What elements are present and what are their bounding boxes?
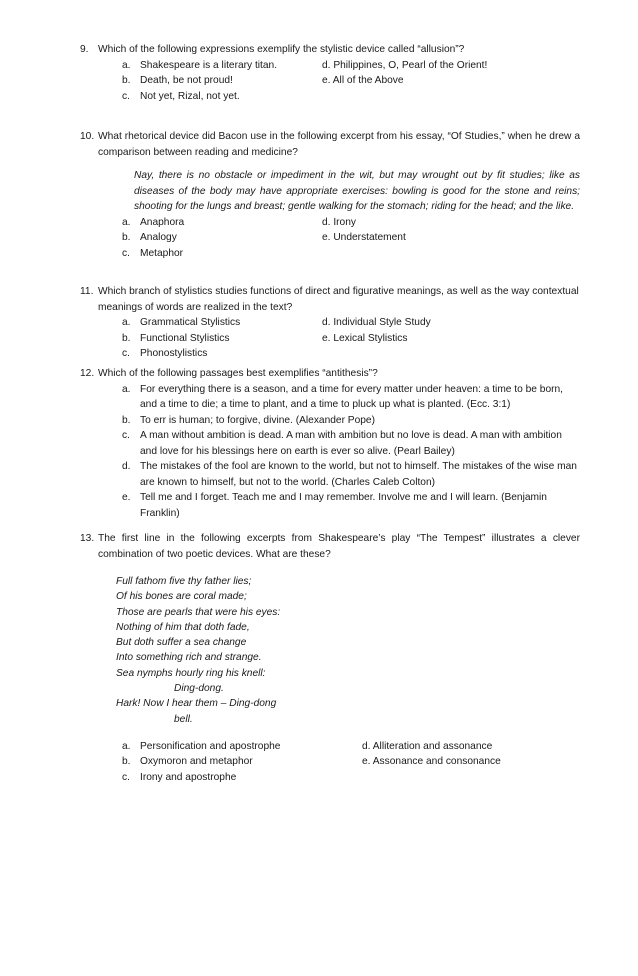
poem-line: Sea nymphs hourly ring his knell: bbox=[116, 667, 266, 679]
option-a: a. Anaphora bbox=[122, 216, 185, 228]
question-text: Which of the following expressions exemplify the stylistic device called “allusion”? bbox=[98, 44, 465, 55]
poem-line: Those are pearls that were his eyes: bbox=[116, 606, 281, 618]
question-number: 10. bbox=[80, 131, 95, 142]
question-text: Which of the following passages best exemplifies “antithesis”? bbox=[98, 368, 378, 379]
option-e: e. Understatement bbox=[322, 232, 406, 243]
option-e: e. Lexical Stylistics bbox=[322, 332, 408, 344]
option-d: d. Alliteration and assonance bbox=[362, 740, 493, 752]
option-d: d. Individual Style Study bbox=[322, 317, 431, 328]
option-b: b. Death, be not proud! bbox=[122, 75, 233, 86]
poem-line: Ding-dong. bbox=[174, 683, 224, 695]
options bbox=[122, 382, 580, 522]
option-a: a. For everything there is a season, and a time for every matter under heaven: a time to be born, and a time to die; a time to plant, and a time to pluck up what is planted. (Ecc. 3:1) bbox=[122, 383, 564, 410]
poem-line: Into something rich and strange. bbox=[116, 652, 262, 664]
question-11 bbox=[80, 284, 580, 362]
poem-line: bell. bbox=[174, 713, 193, 725]
options bbox=[122, 315, 580, 362]
option-a: a. Grammatical Stylistics bbox=[122, 317, 241, 328]
question-text: What rhetorical device did Bacon use in the following excerpt from his essay, “Of Studies,” when he drew a comparison between reading and medicine? bbox=[98, 131, 580, 158]
question-13 bbox=[80, 531, 580, 785]
question-number: 12. bbox=[80, 368, 95, 379]
option-b: b. Functional Stylistics bbox=[122, 332, 230, 344]
question-number: 11. bbox=[80, 286, 94, 297]
poem-line: Of his bones are coral made; bbox=[116, 591, 247, 603]
option-c: c. Irony and apostrophe bbox=[122, 771, 237, 783]
option-d: d. Irony bbox=[322, 216, 356, 228]
option-b: b. Analogy bbox=[122, 232, 177, 243]
option-c: c. Metaphor bbox=[122, 247, 184, 259]
question-12 bbox=[80, 366, 580, 521]
poem-line: But doth suffer a sea change bbox=[116, 637, 247, 649]
option-b: b. Oxymoron and metaphor bbox=[122, 756, 253, 768]
option-a: a. Shakespeare is a literary titan. bbox=[122, 59, 278, 71]
option-a: a. Personification and apostrophe bbox=[122, 740, 281, 752]
option-e: e. Tell me and I forget. Teach me and I may remember. Involve me and I will learn. (Benjamin Franklin) bbox=[122, 492, 547, 519]
options bbox=[122, 739, 580, 786]
poem-line: Nothing of him that doth fade, bbox=[116, 621, 250, 633]
question-text: Which branch of stylistics studies functions of direct and figurative meanings, as well as the way contextual meanings of words are realized in the text? bbox=[98, 286, 579, 313]
question-text: The first line in the following excerpts from Shakespeare’s play “The Tempest” illustrates a clever combination of two poetic devices. What are these? bbox=[98, 533, 580, 560]
option-b: b. To err is human; to forgive, divine. (Alexander Pope) bbox=[122, 414, 375, 426]
poem-line: Full fathom five thy father lies; bbox=[116, 576, 252, 587]
option-d: d. Philippines, O, Pearl of the Orient! bbox=[322, 59, 488, 71]
question-10 bbox=[80, 129, 580, 261]
poem-line: Hark! Now I hear them – Ding-dong bbox=[116, 698, 277, 710]
options bbox=[122, 215, 580, 262]
question-number: 13. bbox=[80, 533, 95, 544]
option-c: c. Phonostylistics bbox=[122, 348, 208, 359]
option-d: d. The mistakes of the fool are known to the world, but not to himself. The mistakes of the wise man are known to himself, but not to the world. (Charles Caleb Colton) bbox=[122, 461, 577, 488]
option-c: c. A man without ambition is dead. A man with ambition but no love is dead. A man with ambition and love for his blessings here on earth is ever so alive. (Pearl Bailey) bbox=[122, 430, 562, 457]
options bbox=[122, 58, 580, 105]
option-e: e. All of the Above bbox=[322, 75, 404, 86]
option-e: e. Assonance and consonance bbox=[362, 756, 501, 768]
question-9 bbox=[80, 42, 580, 104]
bacon-excerpt: Nay, there is no obstacle or impediment in the wit, but may wrought out by fit studies; like as diseases of the body may have appropriate exercises: bowling is good for the stone and reins; shooting for the lungs and breast; gentle walking for the stomach; riding for the head; and the like. bbox=[134, 170, 580, 212]
question-number: 9. bbox=[80, 44, 89, 55]
tempest-excerpt bbox=[116, 574, 580, 727]
option-c: c. Not yet, Rizal, not yet. bbox=[122, 90, 240, 102]
